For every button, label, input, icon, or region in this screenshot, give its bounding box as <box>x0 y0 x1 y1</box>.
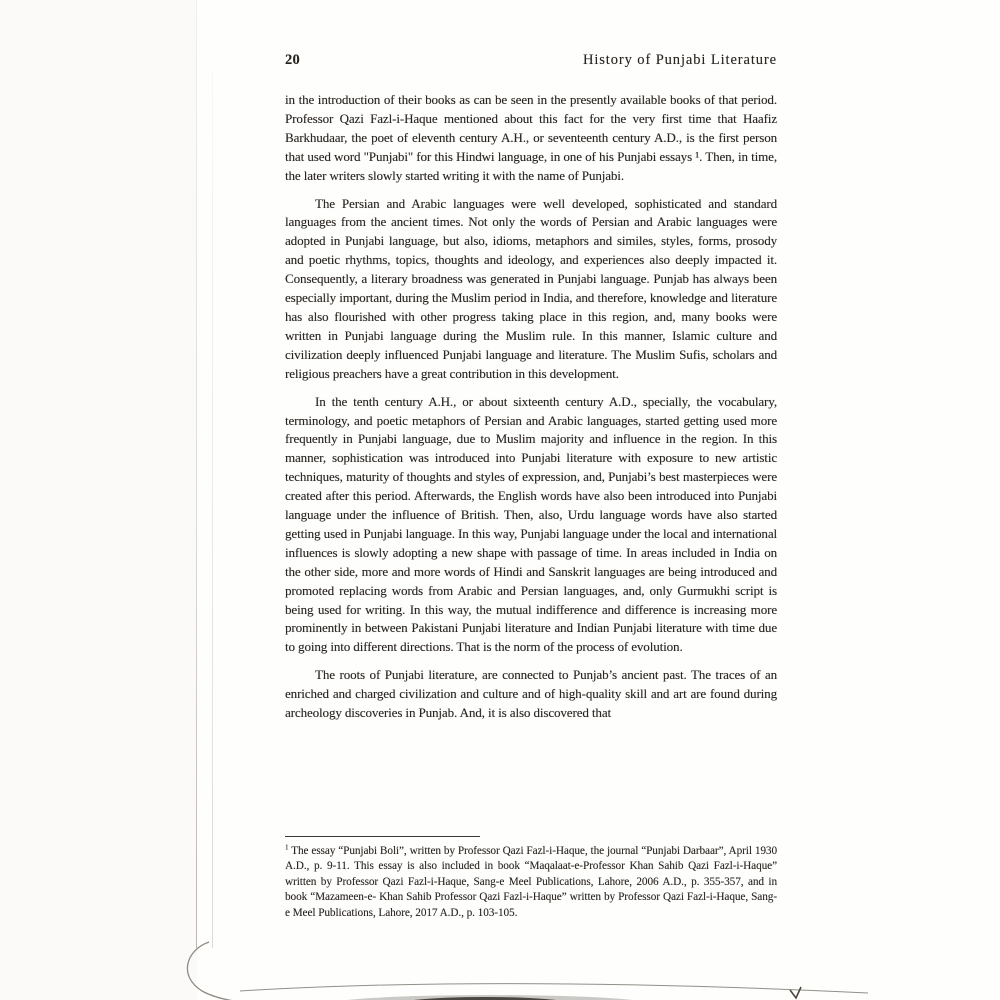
running-title: History of Punjabi Literature <box>582 52 777 68</box>
page-header <box>285 52 777 69</box>
page-number: 20 <box>285 52 301 68</box>
scan-background-left <box>0 0 197 1000</box>
body-paragraph-4: The roots of Punjabi literature, are connected to Punjab’s ancient past. The traces of an enriched and charged civilization and culture and of high-quality skill and art are found during archeology discoveries in Punjab. And, it is also discovered that <box>285 667 777 721</box>
footnote-marker: 1 <box>285 843 289 852</box>
page-bottom-edge-line <box>240 984 868 993</box>
scan-mark-icon <box>790 987 801 998</box>
page-edge-line-inner <box>212 70 213 948</box>
body-paragraph-1: in the introduction of their books as can be seen in the presently available books of that period. Professor Qazi Fazl-i-Haque mentioned about this fact for the very first time that Haafiz Barkhudaar, the poet of eleventh century A.H., or seventeenth century A.D., is the first person that used word "Punjabi" for this Hindwi language, in one of his Punjabi essays ¹. Then, in time, the later writers slowly started writing it with the name of Punjabi. <box>285 92 777 183</box>
footnote-section <box>285 836 777 921</box>
page-bottom-decoration <box>0 930 1000 1000</box>
page-curl-icon <box>187 942 234 1000</box>
body-paragraph-3: In the tenth century A.H., or about sixteenth century A.D., specially, the vocabulary, terminology, and poetic metaphors of Persian and Arabic languages, started getting used more frequently in Punjabi language, due to Muslim majority and influence in the region. In this manner, sophistication was introduced into Punjabi literature with exposure to new artistic techniques, maturity of thoughts and styles of expression, and, Punjabi’s best masterpieces were created after this period. Afterwards, the English words have also been introduced into Punjabi language under the influence of British. Then, also, Urdu language words have also started getting used in Punjabi language. In this way, Punjabi language under the local and international influences is slowly adopting a new shape with passage of time. In areas included in India on the other side, more and more words of Hindi and Sanskrit languages are being introduced and promoted replacing words from Arabic and Persian languages, and, only Gurmukhi script is being used for writing. In this way, the mutual indifference and difference is increasing more prominently in between Pakistani Punjabi literature and Indian Punjabi literature with time due to going into different directions. That is the norm of the process of evolution. <box>285 393 777 655</box>
footnote-separator <box>285 836 480 837</box>
page-edge-line <box>196 0 197 948</box>
body-paragraph-2: The Persian and Arabic languages were well developed, sophisticated and standard languages from the ancient times. Not only the words of Persian and Arabic languages were adopted in Punjabi language, but also, idioms, metaphors and similes, styles, forms, prosody and poetic rhythms, topics, thoughts and ideology, and experiences also deeply impacted it. Consequently, a literary broadness was generated in Punjabi language. Punjab has always been especially important, during the Muslim period in India, and therefore, knowledge and literature has also flourished with other progress taking place in this region, and, many books were written in Punjabi language during the Muslim rule. In this manner, Islamic culture and civilization deeply influenced Punjabi language and literature. The Muslim Sufis, scholars and religious preachers have a great contribution in this development. <box>285 195 777 381</box>
footnote <box>285 844 777 921</box>
footnote-text: The essay “Punjabi Boli”, written by Professor Qazi Fazl-i-Haque, the journal “Punjabi Darbaar”, April 1930 A.D., p. 9-11. This essay is also included in book “Maqalaat-e-Professor Khan Sahib Qazi Fazl-i-Haque” written by Professor Qazi Fazl-i-Haque, Sang-e Meel Publications, Lahore, 2006 A.D., p. 355-357, and in book “Mazameen-e- Khan Sahib Professor Qazi Fazl-i-Haque” written by Professor Qazi Fazl-i-Haque, Sang-e Meel Publications, Lahore, 2017 A.D., p. 103-105. <box>285 845 777 919</box>
body-text-block <box>285 91 777 732</box>
